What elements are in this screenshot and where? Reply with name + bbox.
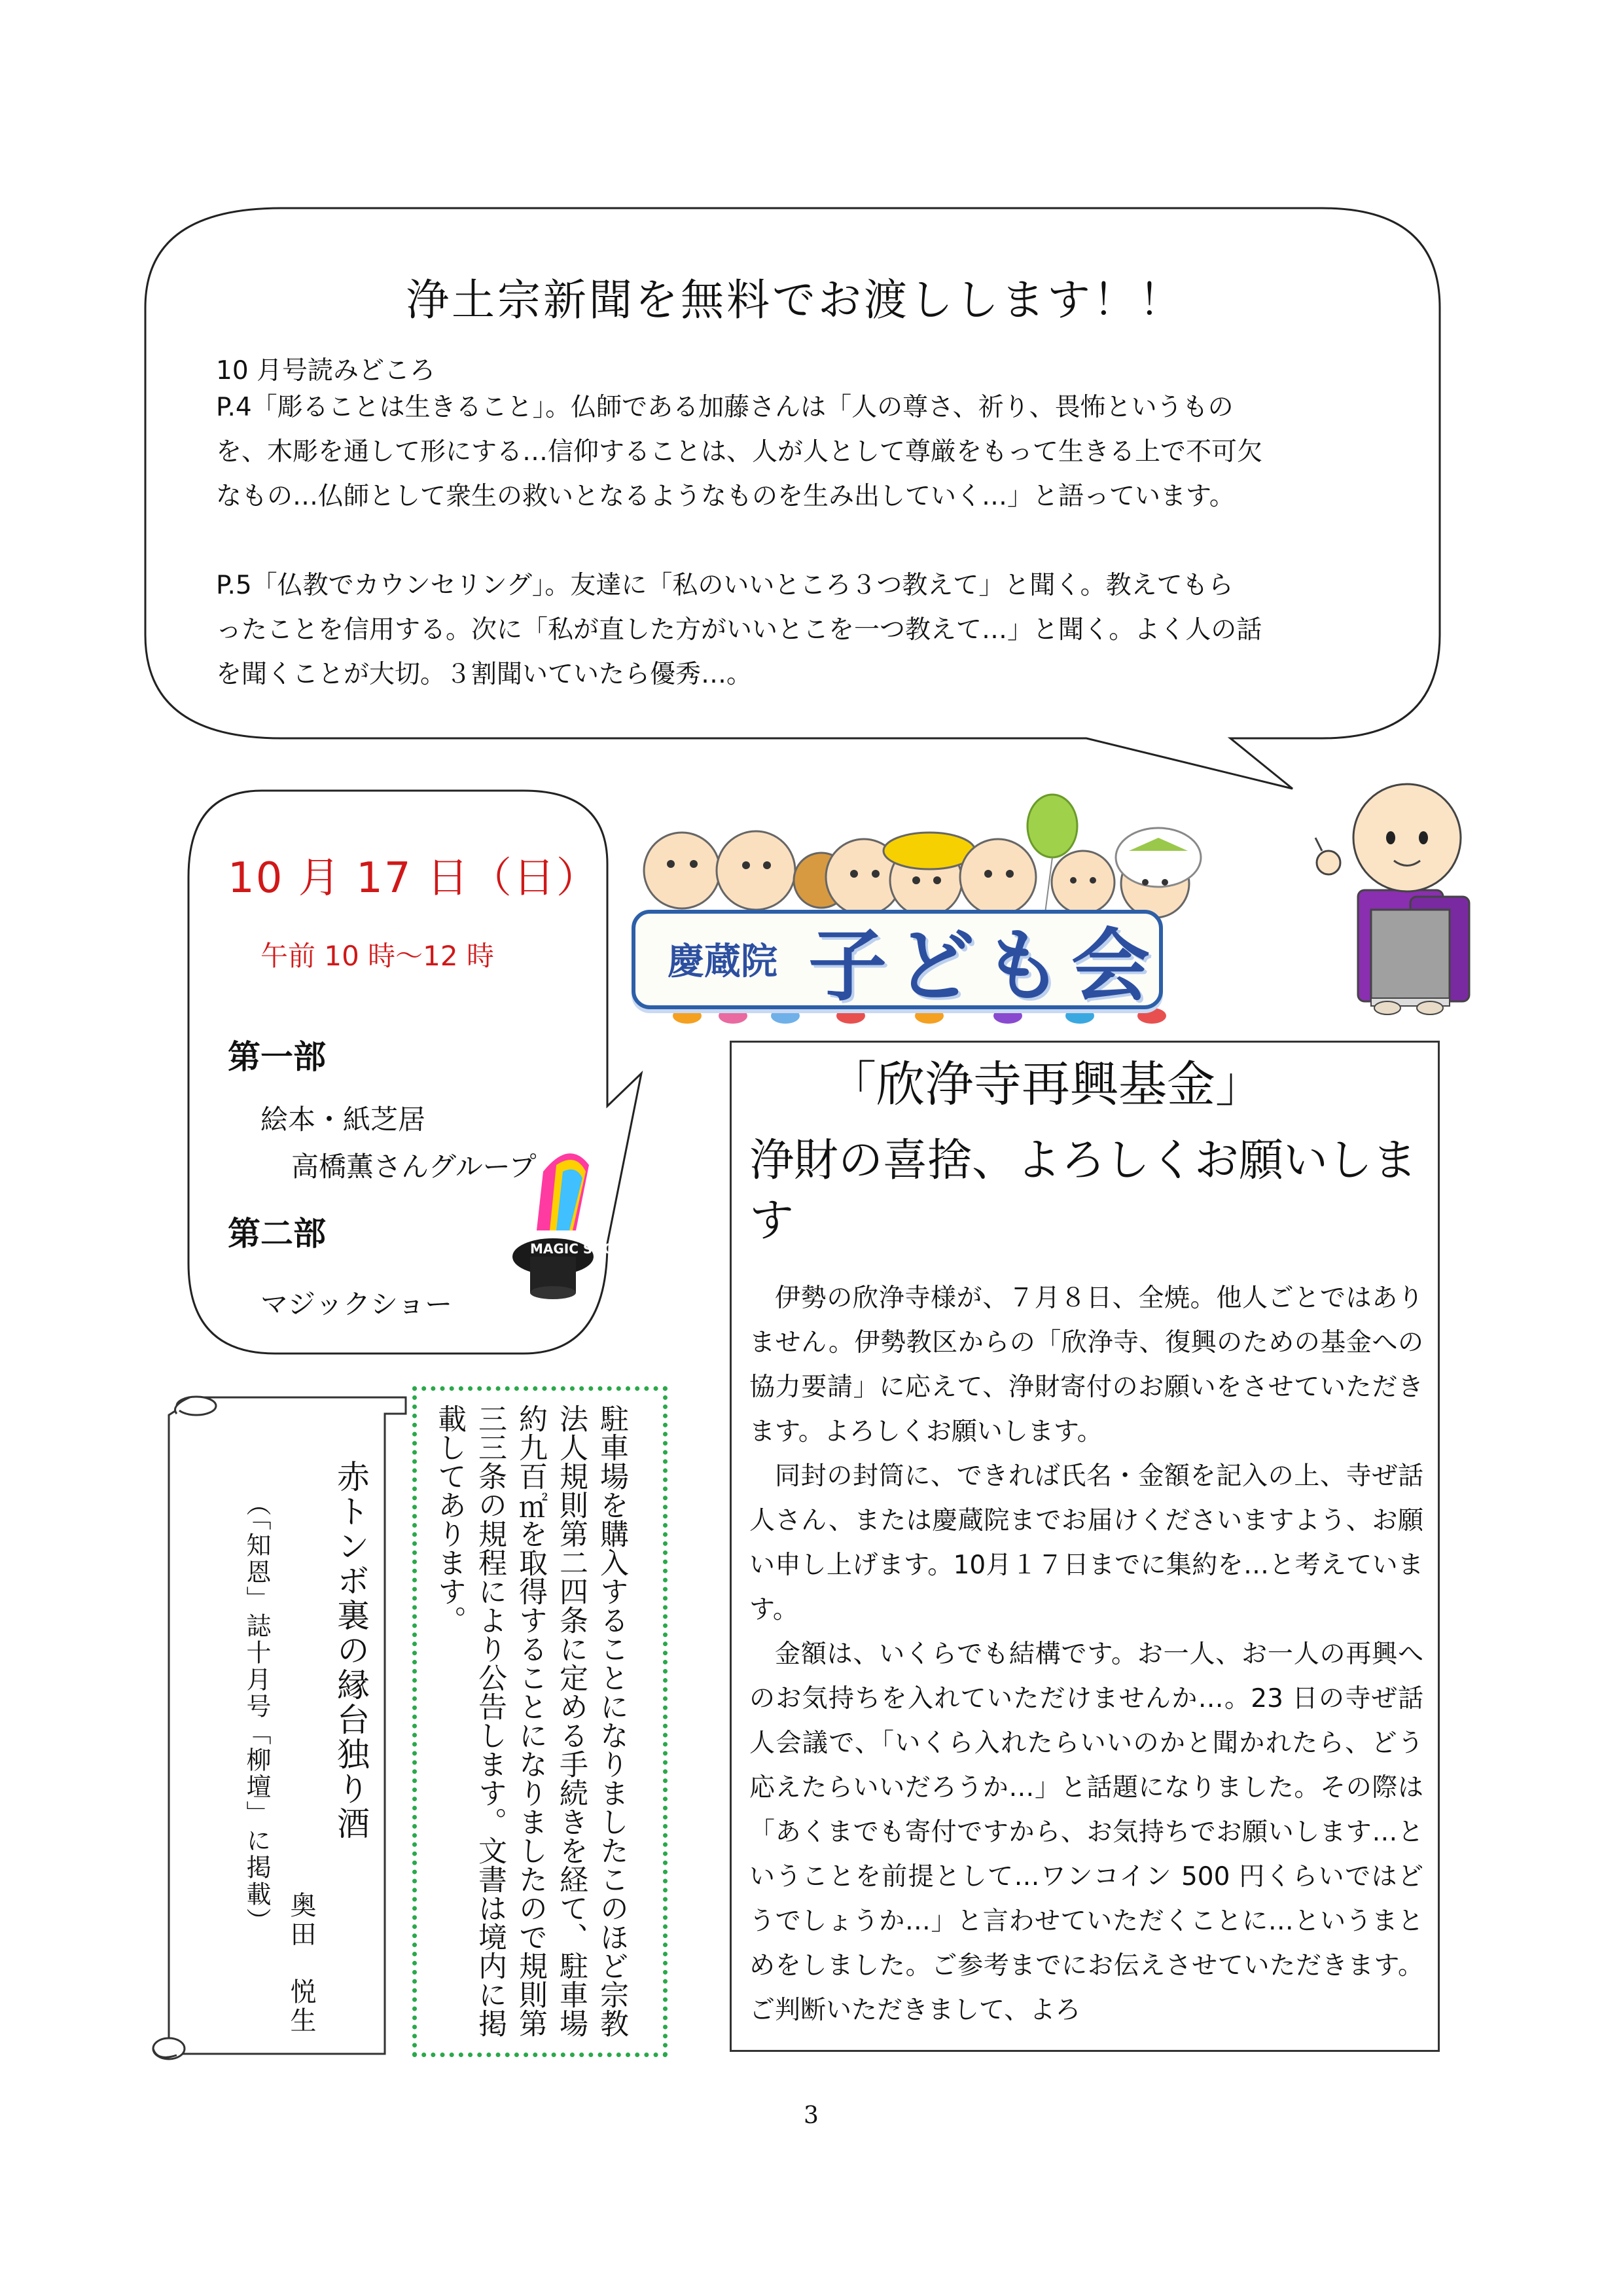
p4-line: を、木彫を通して形にする…信仰することは、人が人として尊厳をもって生きる上で不可欠 [216, 437, 1263, 467]
fund-title: 「欣浄寺再興基金」 [828, 1056, 1264, 1113]
fund-subtitle: 浄財の喜捨、よろしくお願いします [749, 1135, 1418, 1247]
haiku-author: 奥田 悦生 [286, 1892, 316, 2036]
event-time: 午前 10 時～12 時 [260, 940, 494, 972]
fund-paragraph: 金額は、いくらでも結構です。お一人、お一人の再興へのお気持ちを入れていただけませんか…。23 日の寺ぜ話人会議で、「いくら入れたらいいのかと聞かれたら、どう応えたらいいだろうか…」と話題になりました。その際は「あくまでも寄付ですから、お気持ちでお願いします…ということを前提として…ワンコイン 500 円くらいではどうでしょうか…」と言わせていただくことに…というまとめをしました。ご参考までにお伝えさせていただきます。ご判断いただきまして、よろ [749, 1640, 1423, 2025]
p4-line: P.4「彫ることは生きること」。仏師である加藤さんは「人の尊さ、祈り、畏怖というもの [216, 393, 1234, 422]
part2-title: 第二部 [228, 1215, 326, 1253]
newspaper-notice-title: 浄土宗新聞を無料でお渡しします！！ [406, 275, 1185, 325]
page-number: 3 [804, 2102, 819, 2129]
part2-line1: マジックショー [260, 1288, 453, 1320]
p5-line: を聞くことが大切。３割聞いていたら優秀…。 [216, 660, 753, 689]
parking-notice-text: 駐車場を購入することになりましたこのほど宗教法人規則第二四条に定める手続きを経て、駐車場約九百㎡を取得することになりましたので規則第三三条の規程により公告します。文書は境内に掲載してあります。 [433, 1404, 628, 2037]
fund-paragraph: 同封の封筒に、できれば氏名・金額を記入の上、寺ぜ話人さん、または慶蔵院までお届けくださいますよう、お願い申し上げます。10月１７日までに集約を…と考えています。 [749, 1462, 1423, 1624]
newspaper-notice-body [216, 357, 1368, 697]
part1-title: 第一部 [228, 1038, 326, 1076]
issue-heading: 10 月号読みどころ [216, 356, 436, 386]
p4-line: なもの…仏師として衆生の救いとなるようなものを生み出していく…」と語っています。 [216, 482, 1235, 511]
p5-line: P.5「仏教でカウンセリング」。友達に「私のいいところ３つ教えて」と聞く。教えてもら [216, 571, 1234, 600]
banner-title: 子ども会 [808, 921, 1159, 1012]
haiku-source: （「知恩」誌十月号「柳壇」に掲載） [242, 1491, 271, 1935]
event-date: 10 月 17 日（日） [228, 854, 599, 903]
haiku-title: 赤トンボ裏の縁台独り酒 [332, 1460, 370, 1841]
p5-line: ったことを信用する。次に「私が直した方がいいとこを一つ教えて…」と聞く。よく人の話 [216, 615, 1262, 645]
banner-temple-name: 慶蔵院 [668, 941, 777, 983]
part1-line2: 高橋薫さんグループ [291, 1151, 537, 1183]
magic-logo-text: MAGIC SHOW [530, 1241, 630, 1257]
monk-illustration [1315, 784, 1469, 1014]
part1-line1: 絵本・紙芝居 [260, 1103, 426, 1136]
fund-body [749, 1276, 1423, 2033]
fund-paragraph: 伊勢の欣浄寺様が、７月８日、全焼。他人ごとではありません。伊勢教区からの「欣浄寺、復興のための基金への協力要請」に応えて、浄財寄付のお願いをさせていただきます。よろしくお願いします。 [749, 1283, 1423, 1446]
